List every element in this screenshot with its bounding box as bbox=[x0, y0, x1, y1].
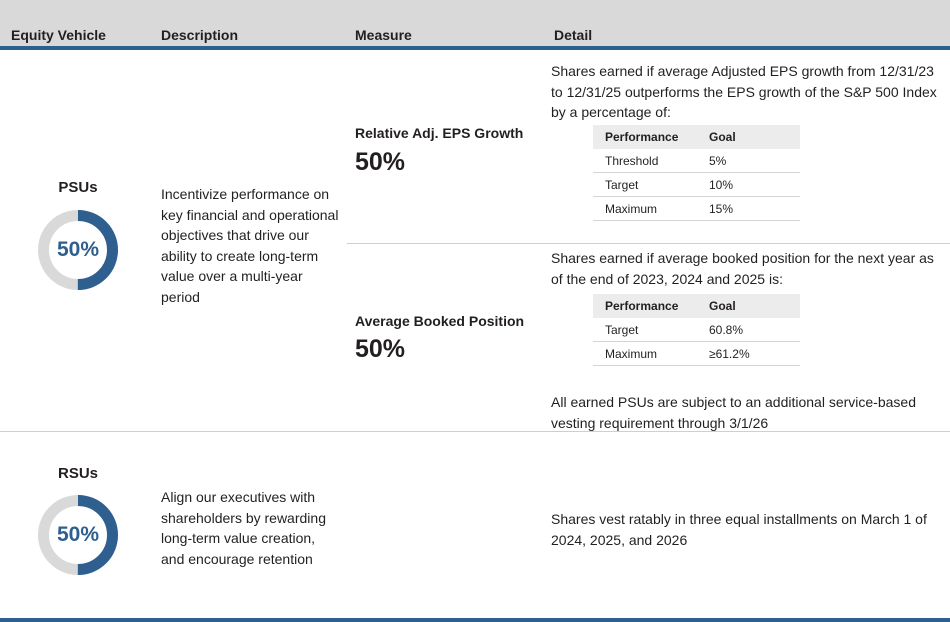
measure-divider bbox=[347, 243, 950, 244]
table-header bbox=[0, 0, 950, 46]
eps-row-label: Threshold bbox=[605, 154, 659, 168]
measure-booked-weight: 50% bbox=[355, 335, 406, 363]
header-equity-vehicle: Equity Vehicle bbox=[11, 27, 106, 43]
booked-goal-table-header bbox=[593, 294, 800, 318]
eps-header-performance: Performance bbox=[605, 130, 679, 144]
eps-goal-table bbox=[593, 125, 800, 221]
psu-description: Incentivize performance on key financial and operational objectives that drive our ability to create long-term value over a multi-year period bbox=[161, 186, 339, 305]
eps-row-goal: 10% bbox=[709, 178, 734, 192]
measure-booked-detail: Shares earned if average booked position for the next year as of the end of 2023, 2024 and 2025 is: bbox=[551, 250, 934, 287]
booked-row-label: Target bbox=[605, 323, 639, 337]
rsu-description: Align our executives with shareholders by rewarding long-term value creation, and encourage retention bbox=[161, 489, 326, 567]
booked-goal-table bbox=[593, 294, 800, 366]
booked-header-performance: Performance bbox=[605, 299, 679, 313]
measure-eps-weight: 50% bbox=[355, 148, 406, 176]
rsu-title: RSUs bbox=[57, 465, 98, 482]
eps-row-goal: 15% bbox=[709, 202, 734, 216]
eps-goal-table-header bbox=[593, 125, 800, 149]
psu-vesting-note: All earned PSUs are subject to an additional service-based vesting requirement through 3/1/26 bbox=[551, 394, 916, 431]
table-row bbox=[593, 173, 800, 197]
booked-row-goal: ≥61.2% bbox=[709, 347, 750, 361]
rsu-detail: Shares vest ratably in three equal installments on March 1 of 2024, 2025, and 2026 bbox=[551, 511, 927, 548]
booked-row-label: Maximum bbox=[605, 347, 658, 361]
table-row bbox=[593, 318, 800, 342]
bottom-rule bbox=[0, 618, 950, 622]
row-divider bbox=[0, 431, 950, 432]
psu-donut-value: 50% bbox=[56, 238, 100, 261]
booked-header-goal: Goal bbox=[709, 299, 736, 313]
header-measure: Measure bbox=[355, 27, 412, 43]
table-row bbox=[593, 342, 800, 366]
table-row bbox=[593, 149, 800, 173]
rsu-donut-chart bbox=[36, 493, 120, 577]
psu-title: PSUs bbox=[58, 179, 98, 196]
eps-row-goal: 5% bbox=[709, 154, 727, 168]
booked-row-goal: 60.8% bbox=[709, 323, 744, 337]
header-description: Description bbox=[161, 27, 239, 43]
header-rule bbox=[0, 46, 950, 50]
table-row bbox=[593, 197, 800, 221]
eps-row-label: Target bbox=[605, 178, 639, 192]
eps-header-goal: Goal bbox=[709, 130, 736, 144]
measure-eps-detail: Shares earned if average Adjusted EPS growth from 12/31/23 to 12/31/25 outperforms the EPS growth of the S&P 500 Index by a percentage of: bbox=[551, 63, 937, 120]
measure-eps-name: Relative Adj. EPS Growth bbox=[355, 125, 524, 141]
header-detail: Detail bbox=[554, 27, 593, 43]
rsu-donut-value: 50% bbox=[56, 523, 100, 546]
eps-row-label: Maximum bbox=[605, 202, 658, 216]
measure-booked-name: Average Booked Position bbox=[355, 313, 525, 329]
psu-donut-chart bbox=[36, 208, 120, 292]
